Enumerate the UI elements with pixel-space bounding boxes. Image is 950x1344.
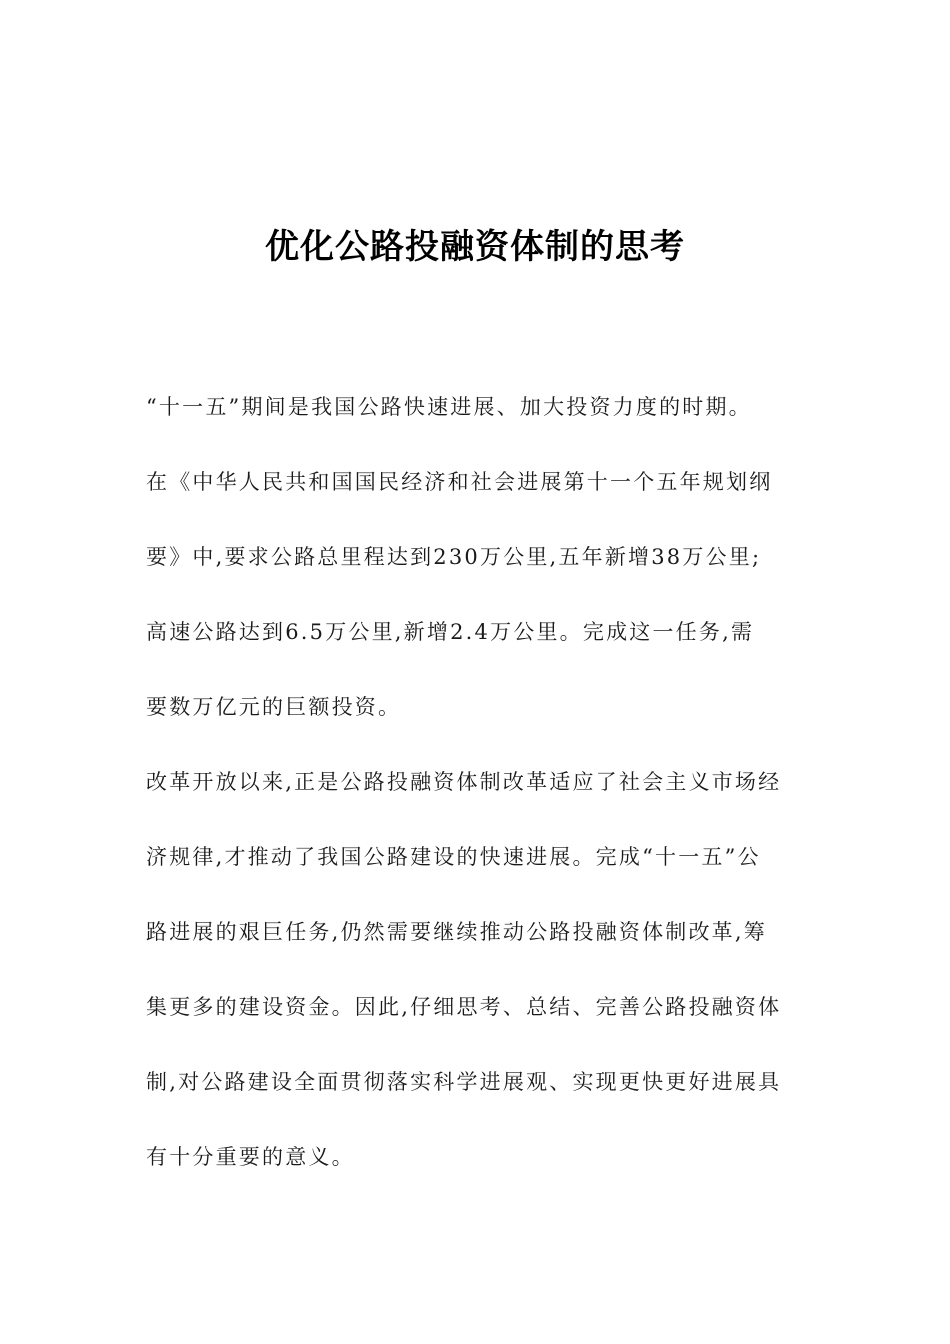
body-line: “十一五”期间是我国公路快速进展、加大投资力度的时期。 bbox=[146, 395, 752, 419]
document-body bbox=[146, 380, 816, 1205]
body-line: 要》中,要求公路总里程达到230万公里,五年新增38万公里; bbox=[146, 545, 762, 569]
body-line: 要数万亿元的巨额投资。 bbox=[146, 695, 402, 719]
document-title: 优化公路投融资体制的思考 bbox=[265, 227, 685, 267]
body-line: 高速公路达到6.5万公里,新增2.4万公里。完成这一任务,需 bbox=[146, 620, 755, 644]
body-line: 制,对公路建设全面贯彻落实科学进展观、实现更快更好进展具 bbox=[146, 1070, 782, 1094]
body-line: 有十分重要的意义。 bbox=[146, 1145, 355, 1169]
body-line: 集更多的建设资金。因此,仔细思考、总结、完善公路投融资体 bbox=[146, 995, 782, 1019]
body-line: 路进展的艰巨任务,仍然需要继续推动公路投融资体制改革,筹 bbox=[146, 920, 767, 944]
body-line: 在《中华人民共和国国民经济和社会进展第十一个五年规划纲 bbox=[146, 470, 773, 494]
body-line: 改革开放以来,正是公路投融资体制改革适应了社会主义市场经 bbox=[146, 770, 782, 794]
body-line: 济规律,才推动了我国公路建设的快速进展。完成“十一五”公 bbox=[146, 845, 761, 869]
